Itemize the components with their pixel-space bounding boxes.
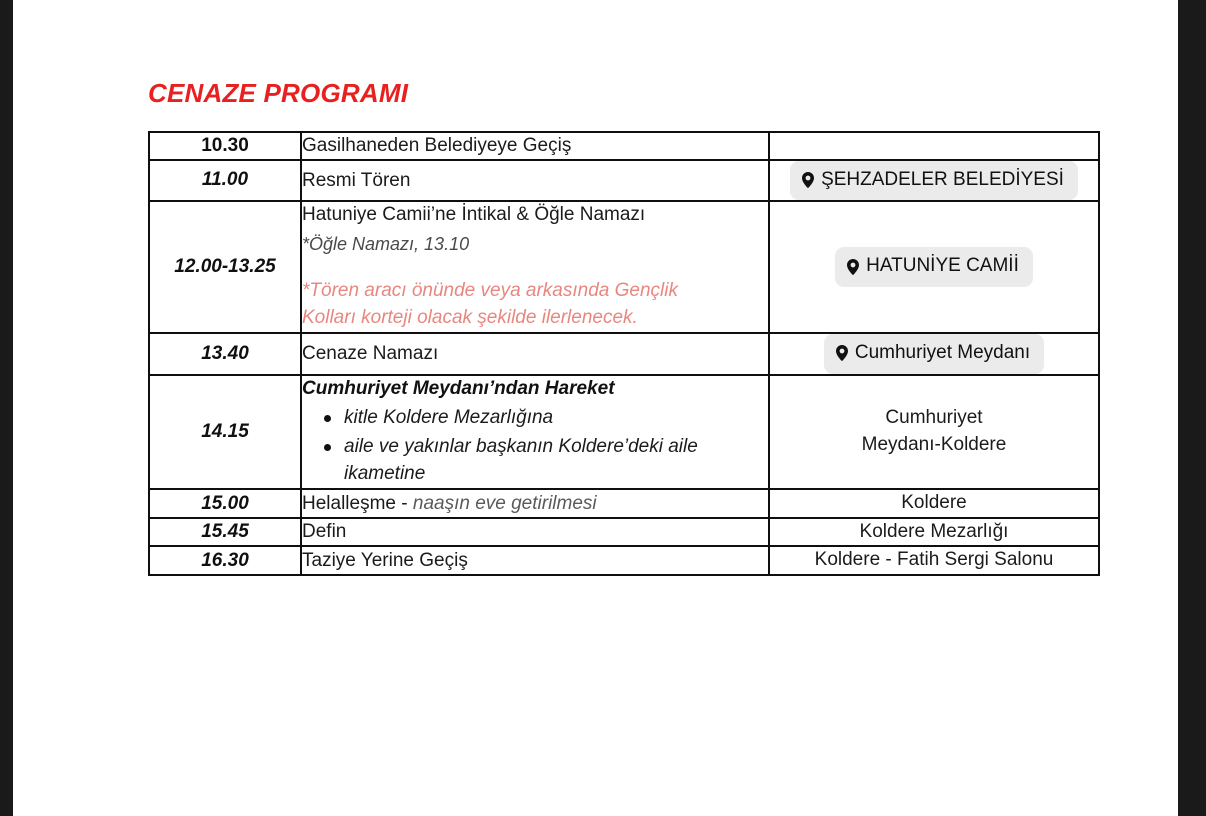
location-text: Koldere - Fatih Sergi Salonu [814, 549, 1054, 571]
row-time: 15.00 [149, 489, 301, 518]
left-edge-band [0, 0, 13, 816]
document-sheet [13, 0, 1178, 816]
bullet-dot-icon [324, 415, 331, 422]
row-activity [301, 489, 769, 518]
row-place [769, 375, 1099, 490]
page-title: CENAZE PROGRAMI [148, 78, 409, 108]
activity-text: Defin [302, 521, 347, 543]
activity-text: Helalleşme - [302, 492, 413, 514]
table-row [149, 375, 1099, 490]
list-item [344, 405, 768, 432]
row-time: 15.45 [149, 518, 301, 547]
location-text: Koldere [901, 492, 967, 514]
location-text-line1: Cumhuriyet [885, 407, 983, 429]
activity-text: Cenaze Namazı [302, 343, 439, 365]
location-text: Koldere Mezarlığı [859, 520, 1009, 542]
row-activity [301, 518, 769, 547]
list-item-label: kitle Koldere Mezarlığına [344, 407, 554, 429]
table-row [149, 546, 1099, 575]
row-activity [301, 546, 769, 575]
activity-warning-note: *Tören aracı önünde veya arkasında Gençlik Kolları korteji olacak şekilde ilerlenecek. [302, 280, 678, 329]
activity-bullet-list [302, 405, 768, 488]
row-time: 10.30 [149, 132, 301, 160]
funeral-program-table [148, 131, 1100, 576]
row-activity [301, 132, 769, 160]
row-place [769, 333, 1099, 375]
row-place [769, 132, 1099, 160]
location-chip[interactable] [824, 334, 1044, 374]
activity-heading: Cumhuriyet Meydanı’ndan Hareket [302, 377, 615, 399]
row-time: 11.00 [149, 160, 301, 202]
row-place [769, 518, 1099, 547]
activity-text: Hatuniye Camii’ne İntikal & Öğle Namazı [302, 204, 646, 226]
activity-text: Resmi Tören [302, 169, 411, 191]
location-chip[interactable] [835, 247, 1033, 287]
row-place [769, 489, 1099, 518]
location-chip-label: Cumhuriyet Meydanı [854, 342, 1031, 364]
row-time: 14.15 [149, 375, 301, 490]
location-chip[interactable] [790, 161, 1078, 201]
activity-text: Gasilhaneden Belediyeye Geçiş [302, 135, 572, 156]
bullet-dot-icon [324, 444, 331, 451]
table-row [149, 160, 1099, 202]
list-item [344, 434, 768, 488]
location-chip-label: HATUNİYE CAMİİ [866, 255, 1019, 277]
table-row [149, 489, 1099, 518]
location-text-line2: Meydanı-Koldere [861, 433, 1007, 455]
map-pin-icon [802, 172, 814, 188]
row-activity [301, 333, 769, 375]
list-item-label: aile ve yakınlar başkanın Koldere’deki aile ikametine [344, 436, 698, 485]
row-time: 12.00-13.25 [149, 201, 301, 333]
table-row [149, 518, 1099, 547]
table-row [149, 201, 1099, 333]
table-row [149, 132, 1099, 160]
table-row [149, 333, 1099, 375]
map-pin-icon [836, 345, 848, 361]
activity-text: Taziye Yerine Geçiş [302, 549, 468, 571]
row-activity [301, 160, 769, 202]
row-time: 13.40 [149, 333, 301, 375]
right-edge-band [1178, 0, 1206, 816]
row-activity [301, 201, 769, 333]
row-place [769, 160, 1099, 202]
row-place [769, 201, 1099, 333]
activity-subnote: *Öğle Namazı, 13.10 [302, 233, 470, 254]
row-place [769, 546, 1099, 575]
location-chip-label: ŞEHZADELER BELEDİYESİ [821, 168, 1064, 190]
map-pin-icon [847, 259, 859, 275]
row-time: 16.30 [149, 546, 301, 575]
activity-text-italic: naaşın eve getirilmesi [412, 492, 597, 514]
row-activity [301, 375, 769, 490]
